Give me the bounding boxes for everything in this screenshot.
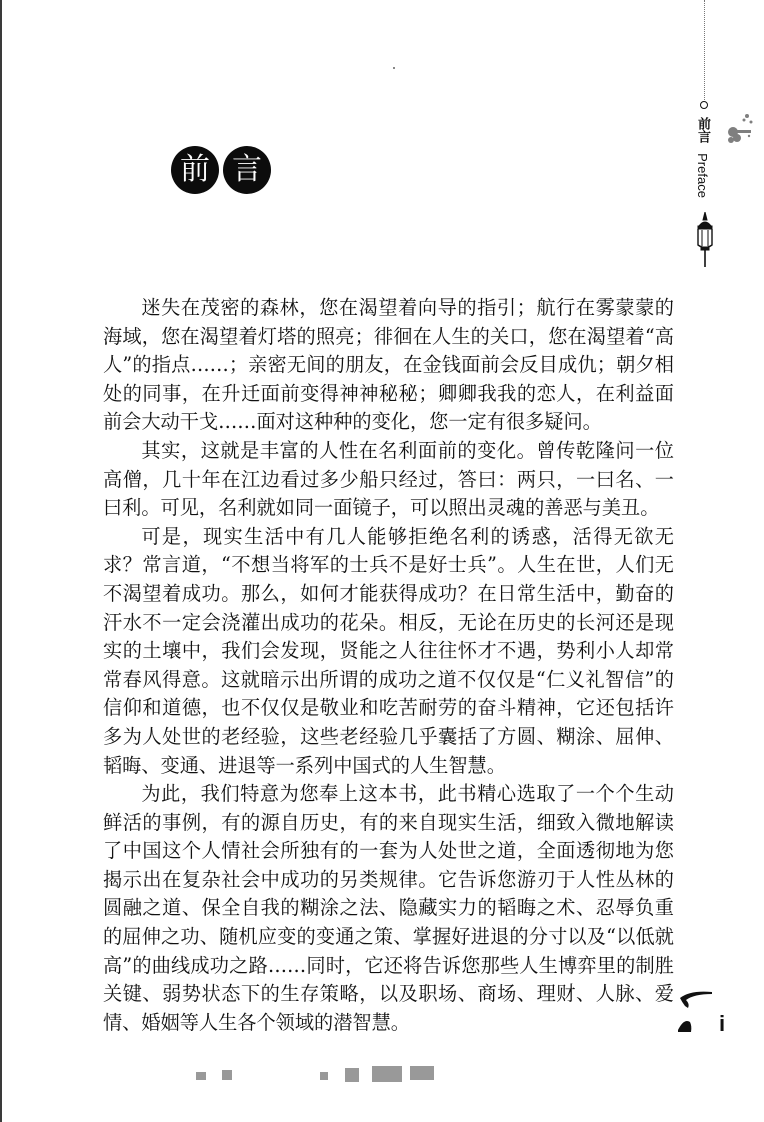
paragraph: 其实，这就是丰富的人性在名利面前的变化。曾传乾隆问一位高僧，几十年在江边看过多少船只经过，答曰：两只，一曰名、一曰利。可见，名利就如同一面镜子，可以照出灵魂的善恶与美丑。 (103, 438, 674, 520)
side-circle-marker-icon (700, 101, 708, 109)
paragraph: 迷失在茂密的森林，您在渴望着向导的指引；航行在雾蒙蒙的海域，您在渴望着灯塔的照亮；徘徊在人生的关口，您在渴望着“高人”的指点……；亲密无间的朋友，在金钱面前会反目成仇；朝夕相处的同事，在升迁面前变得神神秘秘；卿卿我我的恋人，在利益面前会大动干戈……面对这种种的变化，您一定有很多疑问。 (103, 296, 674, 434)
scan-left-edge (0, 0, 2, 1122)
floral-ornament-icon (725, 108, 755, 148)
page-number: i (719, 1011, 726, 1036)
paragraph: 可是，现实生活中有几人能够拒绝名利的诱惑，活得无欲无求？常言道，“不想当将军的士兵不是好士兵”。人生在世，人们无不渴望着成功。那么，如何才能获得成功？在日常生活中，勤奋的汗水不一定会浇灌出成功的花朵。相反，无论在历史的长河还是现实的土壤中，我们会发现，贤能之人往往怀才不遇，势利小人却常常春风得意。这就暗示出所谓的成功之道不仅仅是“仁义礼智信”的信仰和道德，也不仅仅是敬业和吃苦耐劳的奋斗精神，它还包括许多为人处世的老经验，这些老经验几乎囊括了方圆、糊涂、屈伸、韬晦、变通、进退等一系列中国式的人生智慧。 (103, 524, 674, 777)
page-corner-ornament-icon (676, 990, 716, 1040)
page-title (171, 146, 271, 194)
side-dotted-rule (704, 0, 705, 100)
title-char-disc (223, 146, 271, 194)
street-lamp-icon (694, 212, 716, 268)
paragraph: 为此，我们特意为您奉上这本书，此书精心选取了一个个生动鲜活的事例，有的源自历史，有的来自现实生活，细致入微地解读了中国这个人情社会所独有的一套为人处世之道，全面透彻地为您揭示出在复杂社会中成功的另类规律。它告诉您游刃于人性丛林的圆融之道、保全自我的糊涂之法、隐藏实力的韬晦之术、忍辱负重的屈伸之功、随机应变的变通之策、掌握好进退的分寸以及“以低就高”的曲线成功之路……同时，它还将告诉您那些人生博弈里的制胜关键、弱势状态下的生存策略，以及职场、商场、理财、人脉、爱情、婚姻等人生各个领域的潜智慧。 (103, 782, 674, 1034)
scan-bleed-through (0, 1060, 600, 1100)
side-tab-english: Preface (695, 153, 710, 198)
title-char-disc (171, 146, 219, 194)
preface-body (103, 294, 674, 1037)
title-char: 言 (232, 152, 262, 187)
title-char: 前 (180, 152, 210, 187)
scan-speck (393, 67, 395, 69)
side-tab-chinese: 前言 (695, 117, 710, 143)
section-side-tab (693, 117, 712, 198)
